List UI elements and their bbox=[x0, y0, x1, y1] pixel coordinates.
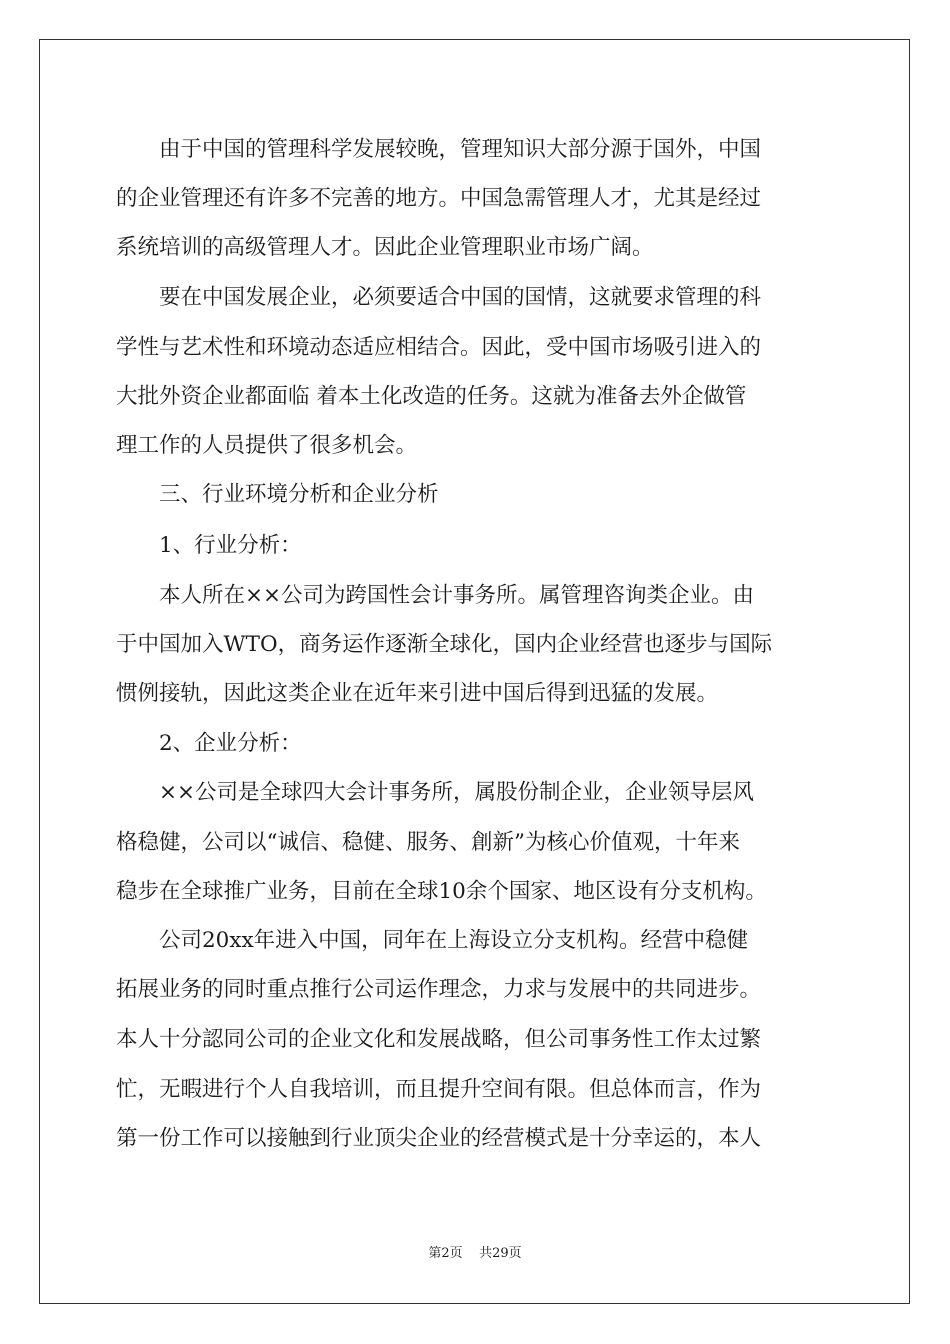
text-line: 系统培训的高级管理人才。因此企业管理职业市场广阔。 bbox=[116, 235, 654, 260]
page-footer bbox=[0, 1245, 950, 1263]
text-line: 格稳健，公司以“诚信、稳健、服务、創新”为核心价值观，十年来 bbox=[116, 830, 740, 855]
text-line: 拓展业务的同时重点推行公司运作理念，力求与发展中的共同进步。 bbox=[116, 977, 762, 1002]
page-number: 第2页 bbox=[428, 1246, 463, 1261]
text-line: 于中国加入WTO，商务运作逐渐全球化，国内企业经营也逐步与国际 bbox=[116, 632, 773, 657]
text-line: 要在中国发展企业，必须要适合中国的国情，这就要求管理的科 bbox=[116, 285, 762, 310]
page-frame bbox=[39, 39, 910, 1304]
text-line: 的企业管理还有许多不完善的地方。中国急需管理人才，尤其是经过 bbox=[116, 186, 762, 211]
text-line: 大批外资企业都面临 着本土化改造的任务。这就为准备去外企做管 bbox=[116, 384, 747, 409]
subsection-heading: 1、行业分析： bbox=[116, 533, 302, 558]
text-line: 理工作的人员提供了很多机会。 bbox=[116, 433, 418, 458]
text-line: 惯例接轨，因此这类企业在近年来引进中国后得到迅猛的发展。 bbox=[116, 681, 719, 706]
text-line: 本人十分認同公司的企业文化和发展战略，但公司事务性工作太过繁 bbox=[116, 1027, 762, 1052]
subsection-heading: 2、企业分析： bbox=[116, 731, 302, 756]
text-line: 公司20xx年进入中国，同年在上海设立分支机构。经营中稳健 bbox=[116, 928, 749, 953]
text-line: ××公司是全球四大会计事务所，属股份制企业，企业领导层风 bbox=[116, 780, 755, 805]
text-line: 忙，无暇进行个人自我培训，而且提升空间有限。但总体而言，作为 bbox=[116, 1077, 762, 1102]
text-line: 本人所在××公司为跨国性会计事务所。属管理咨询类企业。由 bbox=[116, 583, 755, 608]
text-line: 第一份工作可以接触到行业顶尖企业的经营模式是十分幸运的，本人 bbox=[116, 1126, 762, 1151]
page-total: 共29页 bbox=[479, 1246, 522, 1261]
section-heading: 三、行业环境分析和企业分析 bbox=[116, 482, 439, 507]
text-line: 学性与艺术性和环境动态适应相结合。因此，受中国市场吸引进入的 bbox=[116, 335, 762, 360]
text-line: 由于中国的管理科学发展较晚，管理知识大部分源于国外，中国 bbox=[116, 137, 762, 162]
text-line: 稳步在全球推广业务，目前在全球10余个国家、地区设有分支机构。 bbox=[116, 879, 767, 904]
